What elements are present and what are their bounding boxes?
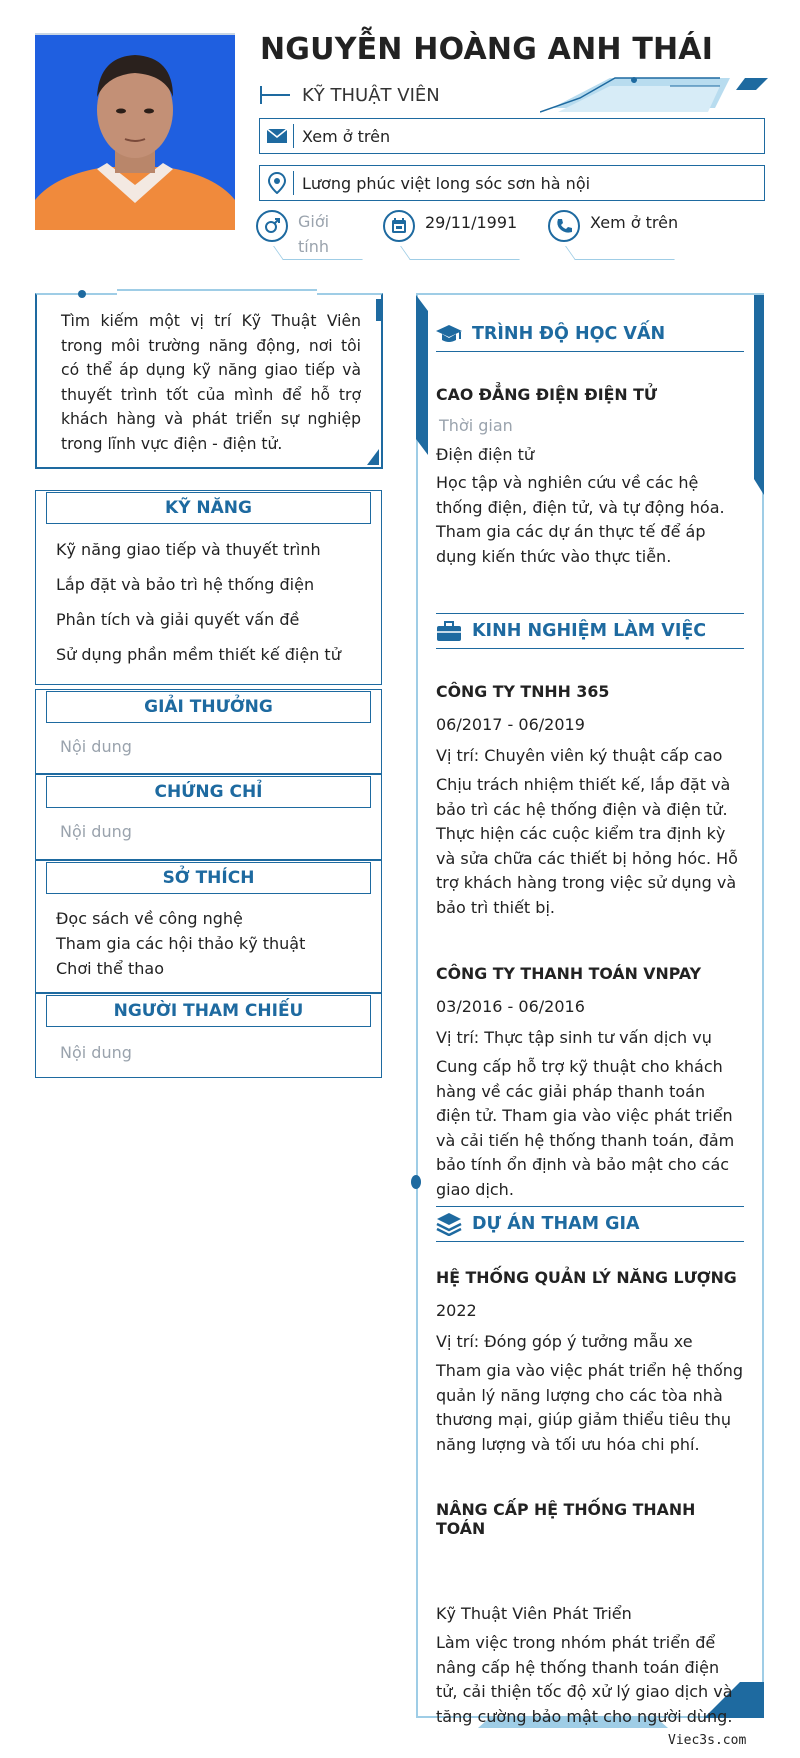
hobby-item: Chơi thể thao xyxy=(56,959,164,978)
projects-section xyxy=(436,1206,744,1242)
company-name: CÔNG TY THANH TOÁN VNPAY xyxy=(436,964,702,983)
watermark: Viec3s.com xyxy=(668,1733,747,1748)
awards-content: Nội dung xyxy=(60,737,132,756)
job-position: Vị trí: Chuyên viên ký thuật cấp cao xyxy=(436,746,723,765)
job-description: Cung cấp hỗ trợ kỹ thuật cho khách hàng về các giải pháp thanh toán điện tử. Tham gia vào việc phát triển và cải tiến hệ thống thanh toán, đảm bảo tính ổn định và bảo mật cho các giao dịch. xyxy=(436,1057,735,1199)
job-title-row xyxy=(260,82,440,108)
email-value: Xem ở trên xyxy=(302,126,391,146)
job-period: 06/2017 - 06/2019 xyxy=(436,715,585,734)
job-title: KỸ THUẬT VIÊN xyxy=(302,84,440,106)
education-title: TRÌNH ĐỘ HỌC VẤN xyxy=(472,323,666,344)
experience-title: KINH NGHIỆM LÀM VIỆC xyxy=(472,621,707,641)
certificates-content: Nội dung xyxy=(60,822,132,841)
birthday-field xyxy=(383,210,517,242)
project-year: 2022 xyxy=(436,1301,477,1320)
skills-section xyxy=(35,490,382,685)
job-period: 03/2016 - 06/2016 xyxy=(436,997,585,1016)
skill-item: Lắp đặt và bảo trì hệ thống điện xyxy=(56,575,315,594)
project-entry xyxy=(436,1268,744,1457)
education-entry xyxy=(436,385,744,569)
phone-field xyxy=(548,210,678,242)
project-description: Tham gia vào việc phát triển hệ thống quản lý năng lượng cho các tòa nhà thương mại, giúp giảm thiểu tiêu thụ năng lượng và tối ưu hóa chi phí. xyxy=(436,1361,744,1454)
references-section xyxy=(35,993,382,1078)
skill-item: Sử dụng phần mềm thiết kế điện tử xyxy=(56,645,341,664)
gender-field xyxy=(256,210,348,259)
title-line-decoration xyxy=(260,86,290,104)
skill-item: Kỹ năng giao tiếp và thuyết trình xyxy=(56,540,321,559)
project-description: Làm việc trong nhóm phát triển để nâng cấp hệ thống thanh toán điện tử, cải thiện tốc độ xử lý giao dịch và tăng cường bảo mật cho người dùng. xyxy=(436,1633,733,1726)
company-name: CÔNG TY TNHH 365 xyxy=(436,682,610,701)
gender-value: Giới tính xyxy=(298,212,330,256)
project-entry xyxy=(436,1500,744,1729)
briefcase-icon xyxy=(436,620,472,642)
certificates-section xyxy=(35,774,382,860)
job-position: Vị trí: Thực tập sinh tư vấn dịch vụ xyxy=(436,1028,712,1047)
address-row xyxy=(259,165,765,201)
skill-item: Phân tích và giải quyết vấn đề xyxy=(56,610,300,629)
school-name: CAO ĐẲNG ĐIỆN ĐIỆN TỬ xyxy=(436,385,658,404)
education-header xyxy=(436,316,744,352)
career-objective-text: Tìm kiếm một vị trí Kỹ Thuật Viên trong môi trường năng động, nơi tôi có thể áp dụng kỹ năng giao tiếp và thuyết trình tốt của mình để hỗ trợ khách hàng và phát triển sự nghiệp trong lĩnh vực điện - điện tử. xyxy=(61,312,361,453)
projects-header xyxy=(436,1206,744,1242)
hobbies-title: SỞ THÍCH xyxy=(46,862,371,894)
map-pin-icon xyxy=(260,171,294,195)
references-title: NGƯỜI THAM CHIẾU xyxy=(46,995,371,1027)
project-name: NÂNG CẤP HỆ THỐNG THANH TOÁN xyxy=(436,1500,696,1538)
project-position: Kỹ Thuật Viên Phát Triển xyxy=(436,1604,632,1623)
hobbies-section xyxy=(35,860,382,993)
hobby-item: Đọc sách về công nghệ xyxy=(56,909,243,928)
projects-title: DỰ ÁN THAM GIA xyxy=(472,1214,640,1234)
phone-value: Xem ở trên xyxy=(590,213,679,232)
education-description: Học tập và nghiên cứu về các hệ thống điện, điện tử, và tự động hóa. Tham gia các dự án thực tế để áp dụng kiến thức vào thực tiễn. xyxy=(436,473,725,566)
header-decoration xyxy=(540,72,770,117)
gender-icon xyxy=(256,210,288,242)
skills-title: KỸ NĂNG xyxy=(46,492,371,524)
profile-photo xyxy=(35,33,235,230)
experience-header xyxy=(436,613,744,649)
project-position: Vị trí: Đóng góp ý tưởng mẫu xe xyxy=(436,1332,693,1351)
job-description: Chịu trách nhiệm thiết kế, lắp đặt và bảo trì các hệ thống điện và điện tử. Thực hiện các cuộc kiểm tra định kỳ và sửa chữa các thiết bị hỏng hóc. Hỗ trợ khách hàng trong việc sử dụng và bảo trì thiết bị. xyxy=(436,775,738,917)
hobbies-list xyxy=(36,894,381,981)
experience-section xyxy=(436,613,744,649)
awards-section xyxy=(35,689,382,774)
education-time: Thời gian xyxy=(439,416,513,435)
calendar-icon xyxy=(383,210,415,242)
hobby-item: Tham gia các hội thảo kỹ thuật xyxy=(56,934,306,953)
envelope-icon xyxy=(260,124,294,148)
job-entry xyxy=(436,964,744,1202)
education-major: Điện điện tử xyxy=(436,445,534,464)
candidate-name: NGUYỄN HOÀNG ANH THÁI xyxy=(260,32,714,67)
references-content: Nội dung xyxy=(60,1043,132,1062)
birthday-value: 29/11/1991 xyxy=(425,213,518,232)
layers-icon xyxy=(436,1212,472,1236)
career-objective-box xyxy=(35,293,383,469)
skills-list xyxy=(36,524,381,665)
job-entry xyxy=(436,682,744,920)
education-section xyxy=(436,316,744,352)
awards-title: GIẢI THƯỞNG xyxy=(46,691,371,723)
project-year xyxy=(436,1552,744,1572)
email-row xyxy=(259,118,765,154)
phone-icon xyxy=(548,210,580,242)
certificates-title: CHỨNG CHỈ xyxy=(46,776,371,808)
address-value: Lương phúc việt long sóc sơn hà nội xyxy=(302,173,591,193)
graduation-cap-icon xyxy=(436,323,472,345)
project-name: HỆ THỐNG QUẢN LÝ NĂNG LƯỢNG xyxy=(436,1268,737,1287)
